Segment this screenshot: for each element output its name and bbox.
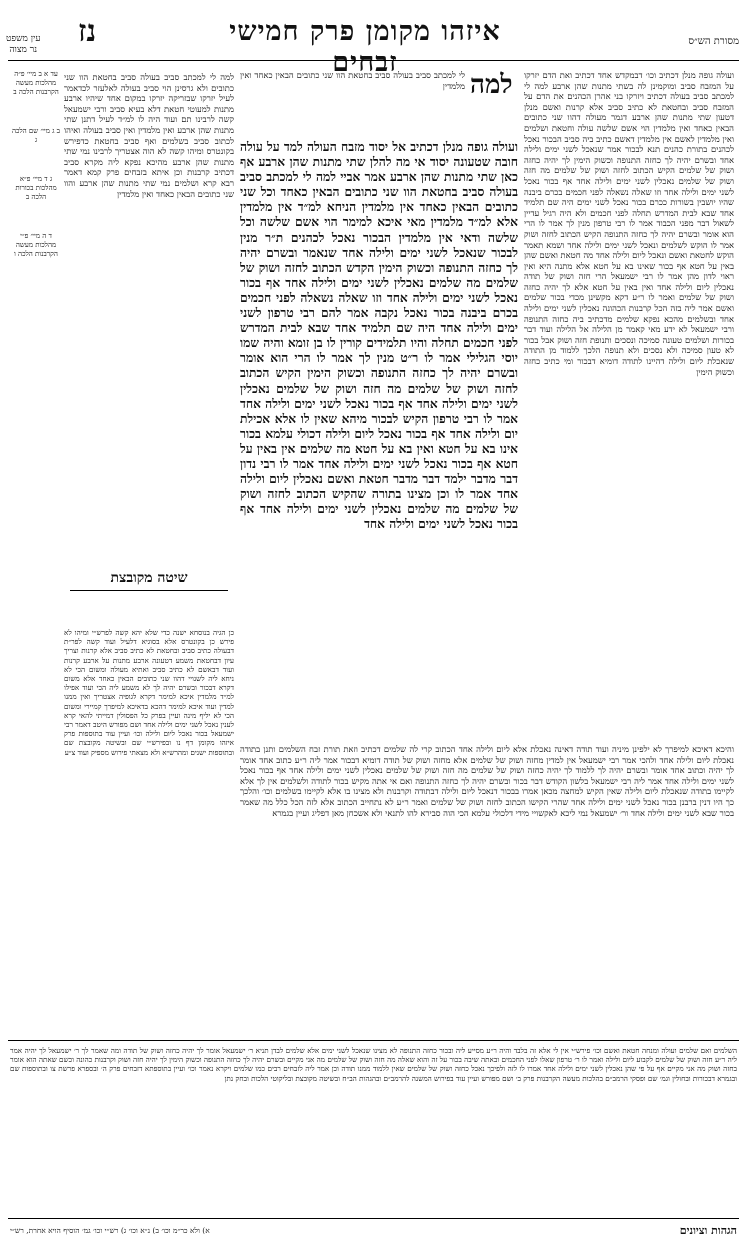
bottom-notes: השלמים ואם שלמים ועולה ומנחה חטאת ואשם וכו׳ פירש״י אין לי אלא זה בלבד והיה ר״ע מסייע ליה ובכור כחזה התנופה לא מצינו שנאכל לשני ימים אלא שלמים לבדן תניא ר׳ ישמעאל אומר לך יהיה כחזה ושוק של תודה ומה שאמר לך ר׳ ישמעאל לך יהיה אמר ליה ר״ע חזה ושוק של שלמים לקבוע ליום ולילה ואמר לו ר׳ טרפון שאלו לפני החכמים ובאתה שיבה בכור על זה והוא שאלה מה חזה ושוק של שלמים מה אני מקיים ובשרם יהיה לך כחזה התנופה וכשוק הימין לך יהיה חזה ושוק וקרבנות כהונה וכשם שאתה הוא אומר בחזה ושוק מה אני מקיים אף על פי שהן נאכלין לשני ימים ולילה אחד אמרו לו לזה ולפיכך נאכל כחזה ושוק של שלמים שאין ללמוד ממנו תודה וכן אמר ליה לזבחים רבים כמו שלמים ויקרא נאמר וכו׳ ועיין בתוספתא דזבחים פרק ה׳ ובספרא פרשת צו ובתוספות שם ובגמרא דבכורות ובחולין וגמ׳ שם ופסקי הרמב״ם בהלכות מעשה הקרבנות פרק ב׳ ושם מפורש ועיין עוד בפירוש המשנה להרמב״ם ובהגהות הב״ח ובשיטה מקובצת ובליקוטי הלכות ובחק נתן bbox=[10, 1046, 737, 1083]
footer-line: א) ולא כר״מ וכו׳ ב) נ״א וכו׳ ג) רש״י וכו׳ גמ׳ הוסיף הויא אחרת, רש״י bbox=[10, 1226, 210, 1235]
shita-rule bbox=[70, 590, 228, 591]
margin-note: ג ד מיי׳ פ״א מהלכות בכורות הלכה ב bbox=[15, 175, 57, 201]
page-header bbox=[0, 0, 747, 78]
header-rule bbox=[8, 60, 739, 61]
margin-note: ב ג מיי׳ שם הלכה ג bbox=[11, 127, 61, 144]
gemara-main-text: ועולה גופה מנלן דכתיב אל יסוד מזבח העולה למד על עולה חובה שטעונה יסוד אי מה להלן שתי מתנות שהן ארבע אף כאן שתי מתנות שהן ארבע אמר אביי למה לי למכתב סביב בעולה סביב בחטאת הוו שני כתובים הבאין כאחד וכל שני כתובים הבאין כאחד אין מלמדין הניחא למ״ד אין מלמדין אלא למ״ד מלמדין מאי איכא למימר הוי אשם שלשה וכל שלשה ודאי אין מלמדין הבכור נאכל לכהנים ת״ר מנין לבכור שנאכל לשני ימים ולילה אחד שנאמר ובשרם יהיה לך כחזה התנופה וכשוק הימין הקדש הכתוב לחזה ושוק של שלמים מה שלמים נאכלין לשני ימים ולילה אחד אף בכור נאכל לשני ימים ולילה אחד וזו שאלה נשאלה לפני חכמים בכרם ביבנה בכור נאכל נקבה אמר להם רבי טרפון לשני ימים ולילה אחד היה שם תלמיד אחד שבא לבית המדרש לפני חכמים תחלה והיו תלמידים קורין לו בן זומא והיה שמו יוסי הגלילי אמר לו ר״ט מנין לך אמר לו הרי הוא אומר ובשרם יהיה לך כחזה התנופה וכשוק הימין הקיש הכתוב לחזה ושוק של שלמים מה חזה ושוק של שלמים נאכלין לשני ימים ולילה אחד אף בכור נאכל לשני ימים ולילה אחד אמר לו רבי טרפון הקיש לבכור מיהא שאין לו אלא אכילת יום ולילה אחד אף בכור נאכל ליום ולילה דכולי עלמא בכור אינו בא על חטא ואין בא על חטא מה שלמים אין באין על חטא אף בכור נאכל לשני ימים ולילה אחד אמר לו רבי נדון דבר מדבר ילמד דבר מדבר חטאת ואשם נאכלין ליום ולילה אחד אמר לו וכן מצינו בתורה שהקיש הכתוב לחזה ושוק של שלמים מה שלמים נאכלין לשני ימים ולילה אחד אף בכור נאכל לשני ימים ולילה אחד bbox=[240, 140, 518, 532]
tosafot-column: למה לי למכתב סביב בעולה סביב בחטאת הוו שני כתובים ולא גרסינן הוי סביב בעולה לאלעזר לכדאמר לעיל יזרקו שבזריקה יזרקו במקום אחד שיהיו ארבע מתנות למעוטי חטאת דלא בעיא סביב ורבי ישמעאל קשה לרבינו תם ועוד היה לו למ״ד לעיל דתנן שתי מתנות שהן ארבע ואין מלמדין ואין סביב בעולה ואיהו לכתוב סביב בשלמים ואף סביב בחטאת כדפירש בקונטרס ומיהו קשה לא הוה אצטריך לרבינו נמי שתי מתנות שהן ארבע מהיכא נפקא ליה מקרא סביב דכתיב קרבנות וכן איתא בזבחים פרק קמא דאמר רבא קרא ושלמים נמי שתי מתנות שהן ארבע והוו שני כתובים הבאין כאחד ואין מלמדין bbox=[64, 72, 234, 199]
notes-rule bbox=[8, 1040, 739, 1041]
shita-mekubetzet-heading: שיטה מקובצת bbox=[110, 570, 188, 586]
footer-rule bbox=[8, 1218, 739, 1219]
page-number: נז bbox=[78, 14, 97, 49]
gemara-upper-text: לי למכתב סביב בעולה סביב בחטאת הוו שני כתובים הבאין כאחד ואין מלמדין bbox=[240, 70, 465, 91]
ein-mishpat-label: עין משפט נר מצוה bbox=[6, 34, 41, 55]
rashi-column: ועולה גופה מנלן דכתיב וכו׳ דבמקדש אחד דכתיב ואת הדם יזרקו על המזבח סביב ומוקמינן לה בשתי מתנות שהן ארבע למה לי למכתב סביב בעולה דכתיב ויזרקו בני אהרן הכהנים את הדם על המזבח סביב ובחטאת לא כתיב סביב אלא קרנות ואשם מנלן דטעון שתי מתנות שהן ארבע דגמר מעולה דהוו שני כתובים הבאין כאחד ואין מלמדין הוי אשם שלשה עולה וחטאת ושלמים ואין מלמדין לאשם אין מלמדין דאשם כתיב ביה סביב הבכור נאכל לכהנים בתורת כהנים תנא לבכור אמר שנאכל לשני ימים ולילה אחד ובשרם יהיה לך כחזה התנופה וכשוק הימין לך יהיה כחזה ושוק של שלמים הקיש הכתוב לחזה ושוק של שלמים מה חזה ושוק של שלמים נאכלין לשני ימים ולילה אחד אף בכור נאכל לשני ימים ולילה אחד וזו שאלה נשאלה לפני חכמים בכרם ביבנה שהיו יושבין בשורות ככרם בכור נאכל לשני ימים היה שם תלמיד אחד שבא לבית המדרש תחלה לפני חכמים ולא היה רגיל עדיין לשאול דבר מפני הכבוד אמר לו רבי טרפון מנין לך אמר לו הרי הוא אומר ובשרם יהיה לך כחזה התנופה הקיש הכתוב לחזה ושוק אמר לו הוקש לשלמים ונאכל לשני ימים ולילה אחד ושמא תאמר הוקש לחטאת ואשם ונאכל ליום ולילה אחד מה חטאת ואשם שהן באין על חטא אף בכור שאינו בא על חטא אלא מתנה היא ואין ראוי לדון מהן אמר לו רבי ישמעאל הרי חזה ושוק של תודה נאכלין ליום ולילה אחד ואין באין על חטא אלא לך יהיה כחזה ושוק של שלמים ואמר לו ר״ע דקא מקשינן מכדי בכור שלמים ואשם אמר ליה בזה הכל קרבנות הכהונה נאכלין לשני ימים ולילה אחד ובשלמים מהכא נפקא שלמים מדכתיב ביה כחזה התנופה ורבי ישמעאל לא ידע מאי קאמר מן הלילה אל הלילה ועוד דבר בכורות ושלמים טעונה סמיכה ונסכים ותנופת חזה ושוק אבל בכור לא טעון סמיכה ולא נסכים ולא תנופה הלכך ללמוד מן התודה שנאכלת ליום ולילה דהיינו לתודה דומיא דבכור ומי כתיב כחזה וכשוק הימין bbox=[524, 70, 734, 377]
mesoret-hashas-label: מסורת הש״ס bbox=[688, 36, 739, 47]
margin-note: ד ה מיי׳ פ״י מהלכות מעשה הקרבנות הלכה ו bbox=[14, 232, 58, 258]
shita-mekubetzet-column: כן הגיה בנוסחא ישנה כדי שלא יהא קשה לפרש״י ומיהו לא פירש כן בקונטרס אלא בסוגיא דלעיל ועוד קשה לפר״ת דבעולה כתיב סביב ובחטאת לא כתיב סביב אלא קרנות וצריך עיון דבחטאת משמע דטעונה ארבע מתנות על ארבע קרנות ועוד דבאשם לא כתיב סביב ואתיא מעולה ומשום הכי לא ניחא ליה לשנויי דהוו שני כתובים הבאין כאחד אלא משום דקרא דבכור ובשרם יהיה לך לא משמע ליה הכי ועוד אפילו למ״ד מלמדין איכא למימר דקרא לגופיה אצטריך ואין ממנו למדין ועוד איכא למימר דהכא בדאיכא למיפרך קמיירי ומשום הכי לא יליף מינה ועיין בפרק כל הפסולין דמייתי להאי קרא לענין נאכל לשני ימים ולילה אחד ושם מפורש היטב דאמר רבי ישמעאל בכור נאכל ליום ולילה וכו׳ ועיין עוד בתוספות פרק איזהו מקומן דף נו ובפירש״י שם ובשיטה מקובצת שם ובתוספות ישנים ומהרש״א ולא מצאתי פירוש מספיק ועוד צ״ע bbox=[64, 628, 234, 757]
commentary-wide-block: והיכא דאיכא למיפרך לא ילפינן מיניה ועוד תודה דאינה נאכלת אלא ליום ולילה אחד הכתוב קרי לה שלמים דכתיב וזאת תורת זבח השלמים ותנן בתודה נאכלת ליום ולילה אחד ולהכי אמר רבי ישמעאל אין למדין מחזה ושוק של שלמים אלא מחזה ושוק של תודה דומיא דבכור אמר ליה ר״ע כתוב אחד אומר לך יהיה וכתוב אחד אומר ובשרם יהיה לך ללמוד לך יהיה כחזה ושוק של שלמים מה חזה ושוק של שלמים נאכלין לשני ימים ולילה אחד אף בכור נאכל לשני ימים ולילה אחד אמר ליה רבי ישמעאל בלשון הקודש דבר בכור ובשרם יהיה לך כחזה התנופה ואם אי אתה מקיש בכור לתודה ולשלמים אין לך אלא לקיימו בתודה שנאכלת ליום ולילה שאין הקיש למחצה מכאן אמרו בבכור דנאכל ליום ולילה דבתודה וקרבנות ולא מצינו בו אלא לקיימו בשלמים וכו׳ והלכך כך היו דנין ברבנן בכור נאכל לשני ימים ולילה אחד שהרי הקישו הכתוב לחזה ושוק של שלמים ואמר ר״ע לא נתחייב הכתוב אלא לזה הכל כלל מה שאמר בכור שבא לשני ימים ולילה אחד ור׳ ישמעאל נמי ליכא לאקשויי מידי דלכולי עלמא הכי הוה סבירא להו לתנאי ולא אשכחן מאן דפליג ועיין בגמרא bbox=[240, 744, 734, 818]
gemara-opening-word: למה bbox=[470, 70, 513, 100]
page-title: איזהו מקומן פרק חמישי זבחים bbox=[229, 16, 501, 78]
page-footer bbox=[10, 1222, 737, 1246]
footer-title: הגהות וציונים bbox=[679, 1224, 737, 1237]
margin-note: עד א ב מיי׳ פ״ה מהלכות מעשה הקרבנות הלכה ב bbox=[13, 70, 59, 96]
ein-mishpat-column bbox=[10, 70, 62, 630]
